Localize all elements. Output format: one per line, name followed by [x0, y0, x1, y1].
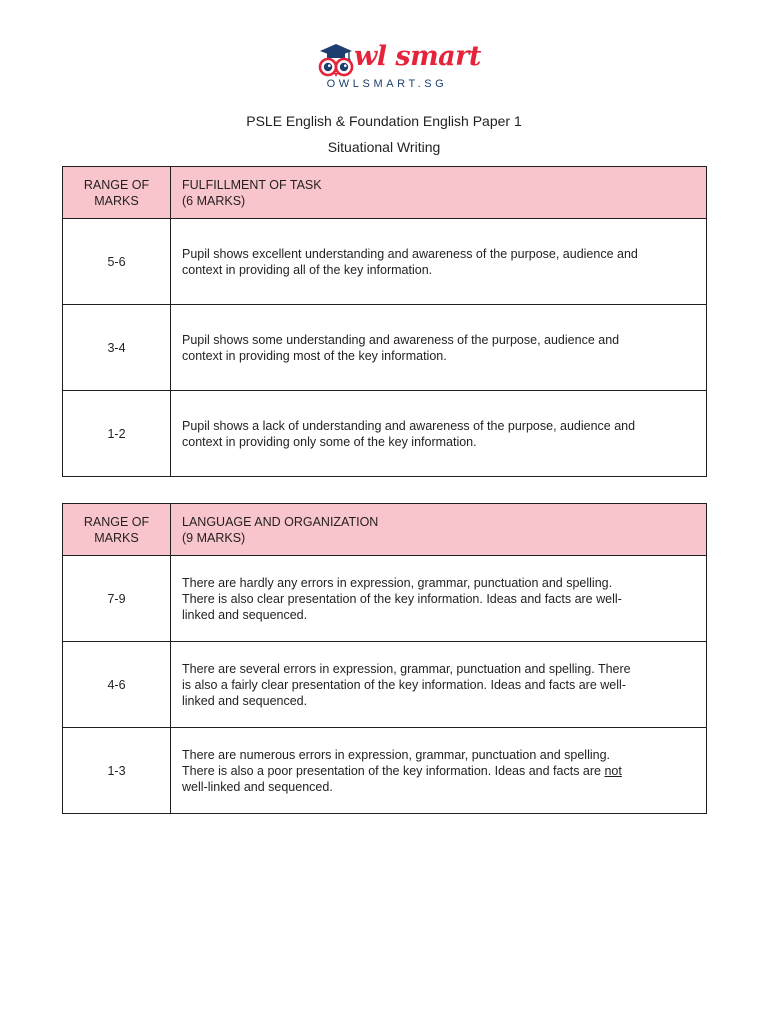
range-header-line1: RANGE OF	[83, 177, 150, 192]
description-line: context in providing only some of the key information.	[182, 434, 477, 449]
table-header-row	[63, 504, 707, 556]
description-cell	[171, 642, 707, 728]
description-line: context in providing all of the key information.	[182, 262, 433, 277]
owlsmart-logo	[0, 40, 768, 104]
description-line: Pupil shows a lack of understanding and awareness of the purpose, audience and	[182, 418, 636, 433]
marks-cell: 3-4	[63, 305, 171, 391]
logo-wordmark: wl smart	[354, 41, 481, 72]
criterion-header-line2: (6 MARKS)	[182, 193, 246, 208]
description-cell	[171, 728, 707, 814]
range-header-line2: MARKS	[94, 530, 139, 545]
description-cell	[171, 391, 707, 477]
description-line: There is also clear presentation of the key information. Ideas and facts are well-	[182, 591, 622, 606]
description-line: linked and sequenced.	[182, 693, 308, 708]
description-line: There are several errors in expression, grammar, punctuation and spelling. There	[182, 661, 631, 676]
description-line: Pupil shows excellent understanding and awareness of the purpose, audience and	[182, 246, 638, 261]
criterion-header-line1: FULFILLMENT OF TASK	[182, 177, 322, 192]
marks-cell: 7-9	[63, 556, 171, 642]
criterion-header-line1: LANGUAGE AND ORGANIZATION	[182, 514, 379, 529]
document-subtitle: Situational Writing	[327, 139, 441, 155]
table-header-row	[63, 167, 707, 219]
table-row	[63, 305, 707, 391]
table-row	[63, 556, 707, 642]
description-cell	[171, 556, 707, 642]
criterion-header-line2: (9 MARKS)	[182, 530, 246, 545]
description-line: Pupil shows some understanding and awareness of the purpose, audience and	[182, 332, 620, 347]
description-cell	[171, 305, 707, 391]
table-row	[63, 391, 707, 477]
criterion-header-cell	[171, 167, 707, 219]
range-header-line2: MARKS	[94, 193, 139, 208]
language-rubric-table	[62, 503, 707, 814]
logo-url: OWLSMART.SG	[326, 78, 448, 90]
marks-cell: 1-2	[63, 391, 171, 477]
owl-graduate-icon	[316, 42, 356, 78]
description-line: There are numerous errors in expression, grammar, punctuation and spelling.	[182, 747, 610, 762]
criterion-header-cell	[171, 504, 707, 556]
range-header-cell	[63, 167, 171, 219]
marks-cell: 4-6	[63, 642, 171, 728]
document-title: PSLE English & Foundation English Paper 1	[246, 113, 522, 129]
table-row	[63, 219, 707, 305]
range-header-cell	[63, 504, 171, 556]
description-line: There are hardly any errors in expression, grammar, punctuation and spelling.	[182, 575, 613, 590]
description-cell	[171, 219, 707, 305]
description-line: context in providing most of the key information.	[182, 348, 447, 363]
description-line: well-linked and sequenced.	[182, 779, 333, 794]
marks-cell: 5-6	[63, 219, 171, 305]
underlined-not: not	[604, 763, 622, 778]
fulfillment-rubric-table	[62, 166, 707, 477]
description-line: linked and sequenced.	[182, 607, 308, 622]
table-row	[63, 728, 707, 814]
range-header-line1: RANGE OF	[83, 514, 150, 529]
description-line: is also a fairly clear presentation of the key information. Ideas and facts are well-	[182, 677, 626, 692]
marks-cell: 1-3	[63, 728, 171, 814]
table-row	[63, 642, 707, 728]
description-line: There is also a poor presentation of the key information. Ideas and facts are	[182, 763, 605, 778]
